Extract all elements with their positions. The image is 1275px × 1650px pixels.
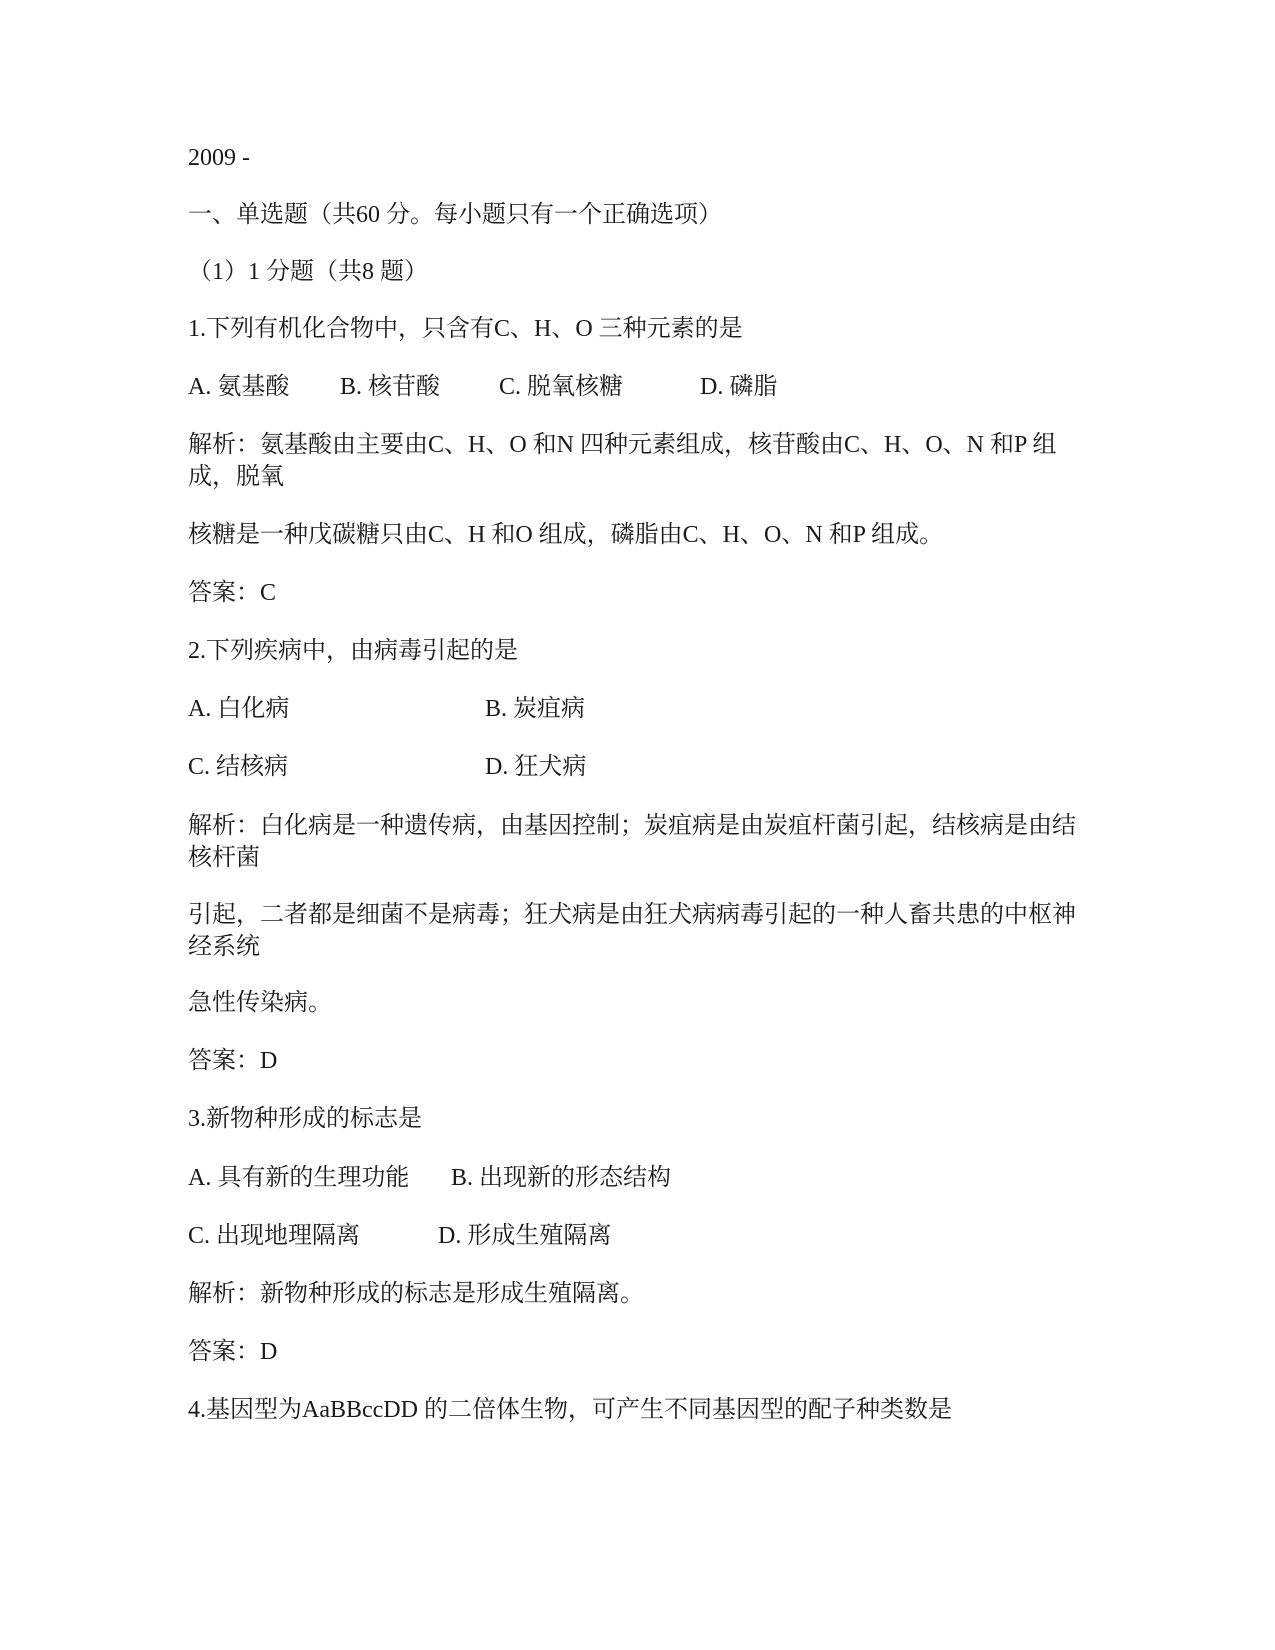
question-2-analysis-line-3: 急性传染病。 <box>188 990 332 1016</box>
question-1-analysis-line-1: 解析：氨基酸由主要由C、H、O 和N 四种元素组成，核苷酸由C、H、O、N 和P 组成，脱氧 <box>188 432 1057 490</box>
question-3-analysis-line-1: 解析：新物种形成的标志是形成生殖隔离。 <box>188 1281 644 1307</box>
question-3-option-d: D. 形成生殖隔离 <box>438 1223 612 1249</box>
question-3-option-c: C. 出现地理隔离 <box>188 1223 361 1249</box>
question-2-option-d: D. 狂犬病 <box>485 754 587 780</box>
section-title: 一、单选题（共60 分。每小题只有一个正确选项） <box>188 202 722 228</box>
question-2-answer: 答案：D <box>188 1048 278 1074</box>
question-3-option-a: A. 具有新的生理功能 <box>188 1165 410 1191</box>
question-1-option-b: B. 核苷酸 <box>340 374 441 400</box>
question-2-analysis-line-2: 引起，二者都是细菌不是病毒；狂犬病是由狂犬病病毒引起的一种人畜共患的中枢神经系统 <box>188 902 1076 960</box>
question-2-option-c: C. 结核病 <box>188 754 289 780</box>
question-1-answer: 答案：C <box>188 580 277 606</box>
question-1-option-a: A. 氨基酸 <box>188 374 290 400</box>
question-2-stem: 2.下列疾病中，由病毒引起的是 <box>188 638 518 664</box>
subsection-title: （1）1 分题（共8 题） <box>188 259 428 285</box>
question-2-option-b: B. 炭疽病 <box>485 696 586 722</box>
question-3-answer: 答案：D <box>188 1339 278 1365</box>
question-1-option-d: D. 磷脂 <box>700 374 778 400</box>
question-3-option-b: B. 出现新的形态结构 <box>451 1165 672 1191</box>
question-1-option-c: C. 脱氧核糖 <box>499 374 624 400</box>
question-1-stem: 1.下列有机化合物中，只含有C、H、O 三种元素的是 <box>188 316 743 342</box>
question-4-stem: 4.基因型为AaBBccDD 的二倍体生物，可产生不同基因型的配子种类数是 <box>188 1397 952 1423</box>
question-1-analysis-line-2: 核糖是一种戊碳糖只由C、H 和O 组成，磷脂由C、H、O、N 和P 组成。 <box>188 522 944 548</box>
question-3-stem: 3.新物种形成的标志是 <box>188 1106 422 1132</box>
question-2-analysis-line-1: 解析：白化病是一种遗传病，由基因控制；炭疽病是由炭疽杆菌引起，结核病是由结核杆菌 <box>188 813 1076 871</box>
question-2-option-a: A. 白化病 <box>188 696 290 722</box>
year-heading: 2009 - <box>188 145 250 171</box>
